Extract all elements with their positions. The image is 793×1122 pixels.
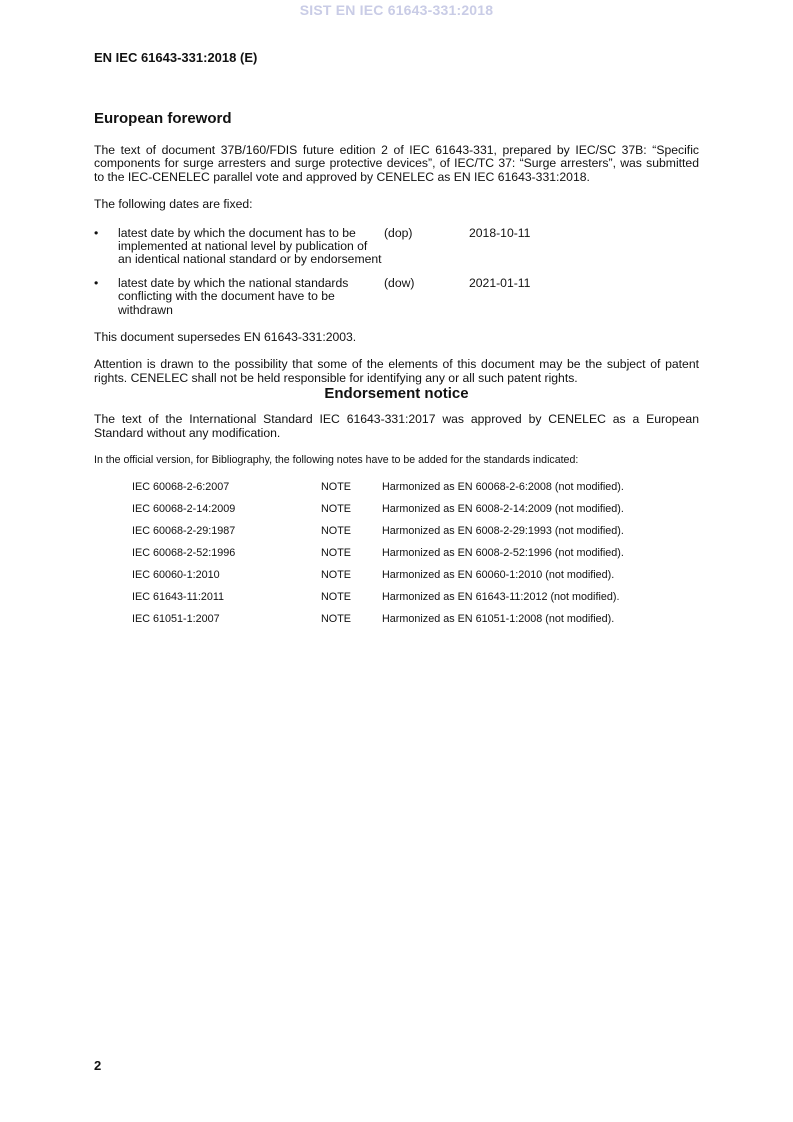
- note-text: Harmonized as EN 6008-2-52:1996 (not modified).: [382, 547, 624, 560]
- note-standard: IEC 61643-11:2011: [132, 591, 225, 604]
- note-text: Harmonized as EN 6008-2-29:1993 (not modified).: [382, 525, 624, 538]
- date-description: latest date by which the national standards conflicting with the document have to be withdrawn: [118, 275, 349, 317]
- patent-notice: Attention is drawn to the possibility that some of the elements of this document may be the subject of patent rights. CENELEC shall not be held responsible for identifying any or all such patent rights.: [94, 357, 699, 385]
- note-label: NOTE: [321, 569, 351, 582]
- date-row-dow: [94, 277, 699, 317]
- supersedes-note: This document supersedes EN 61643-331:2003.: [94, 330, 357, 345]
- note-standard: IEC 60068-2-52:1996: [132, 547, 236, 560]
- note-standard: IEC 60068-2-29:1987: [132, 525, 236, 538]
- bullet-icon: •: [94, 225, 99, 240]
- note-row: [94, 609, 699, 631]
- note-label: NOTE: [321, 525, 351, 538]
- document-id: EN IEC 61643-331:2018 (E): [94, 50, 258, 65]
- note-row: [94, 587, 699, 609]
- note-row: [94, 477, 699, 499]
- note-standard: IEC 60068-2-14:2009: [132, 503, 236, 516]
- dates-list: [94, 227, 699, 317]
- note-text: Harmonized as EN 6008-2-14:2009 (not modified).: [382, 503, 624, 516]
- note-standard: IEC 60060-1:2010: [132, 569, 220, 582]
- foreword-title: European foreword: [94, 110, 232, 127]
- note-text: Harmonized as EN 60060-1:2010 (not modified).: [382, 569, 615, 582]
- endorsement-title: Endorsement notice: [324, 385, 469, 403]
- note-standard: IEC 60068-2-6:2007: [132, 481, 230, 494]
- bullet-icon: •: [94, 275, 99, 290]
- note-label: NOTE: [321, 591, 351, 604]
- notes-intro: In the official version, for Bibliography, the following notes have to be added for the standards indicated:: [94, 454, 579, 467]
- note-text: Harmonized as EN 60068-2-6:2008 (not modified).: [382, 481, 624, 494]
- note-row: [94, 499, 699, 521]
- note-row: [94, 565, 699, 587]
- dates-intro: The following dates are fixed:: [94, 197, 253, 212]
- note-standard: IEC 61051-1:2007: [132, 613, 220, 626]
- date-value: 2018-10-11: [469, 225, 531, 240]
- note-label: NOTE: [321, 613, 351, 626]
- date-code: (dow): [384, 275, 415, 290]
- foreword-intro: The text of document 37B/160/FDIS future edition 2 of IEC 61643-331, prepared by IEC/SC 37B: “Specific components for surge arresters and surge protective devices”, of IEC/TC 37: “Surge arresters”, was submitted to the IEC-CENELEC parallel vote and approved by CENELEC as EN IEC 61643-331:2018.: [94, 143, 699, 184]
- date-row-dop: [94, 227, 699, 267]
- note-text: Harmonized as EN 61051-1:2008 (not modified).: [382, 613, 615, 626]
- date-value: 2021-01-11: [469, 275, 531, 290]
- page-content: [94, 110, 699, 631]
- watermark: SIST EN IEC 61643-331:2018: [299, 2, 494, 18]
- note-label: NOTE: [321, 503, 351, 516]
- note-label: NOTE: [321, 547, 351, 560]
- note-label: NOTE: [321, 481, 351, 494]
- note-row: [94, 543, 699, 565]
- page-number: 2: [94, 1058, 102, 1073]
- notes-list: [94, 477, 699, 631]
- note-row: [94, 521, 699, 543]
- date-code: (dop): [384, 225, 413, 240]
- note-text: Harmonized as EN 61643-11:2012 (not modified).: [382, 591, 620, 604]
- endorsement-text: The text of the International Standard IEC 61643-331:2017 was approved by CENELEC as a European Standard without any modification.: [94, 412, 699, 440]
- date-description: latest date by which the document has to be implemented at national level by publication of an identical national standard or by endorsement: [118, 225, 382, 267]
